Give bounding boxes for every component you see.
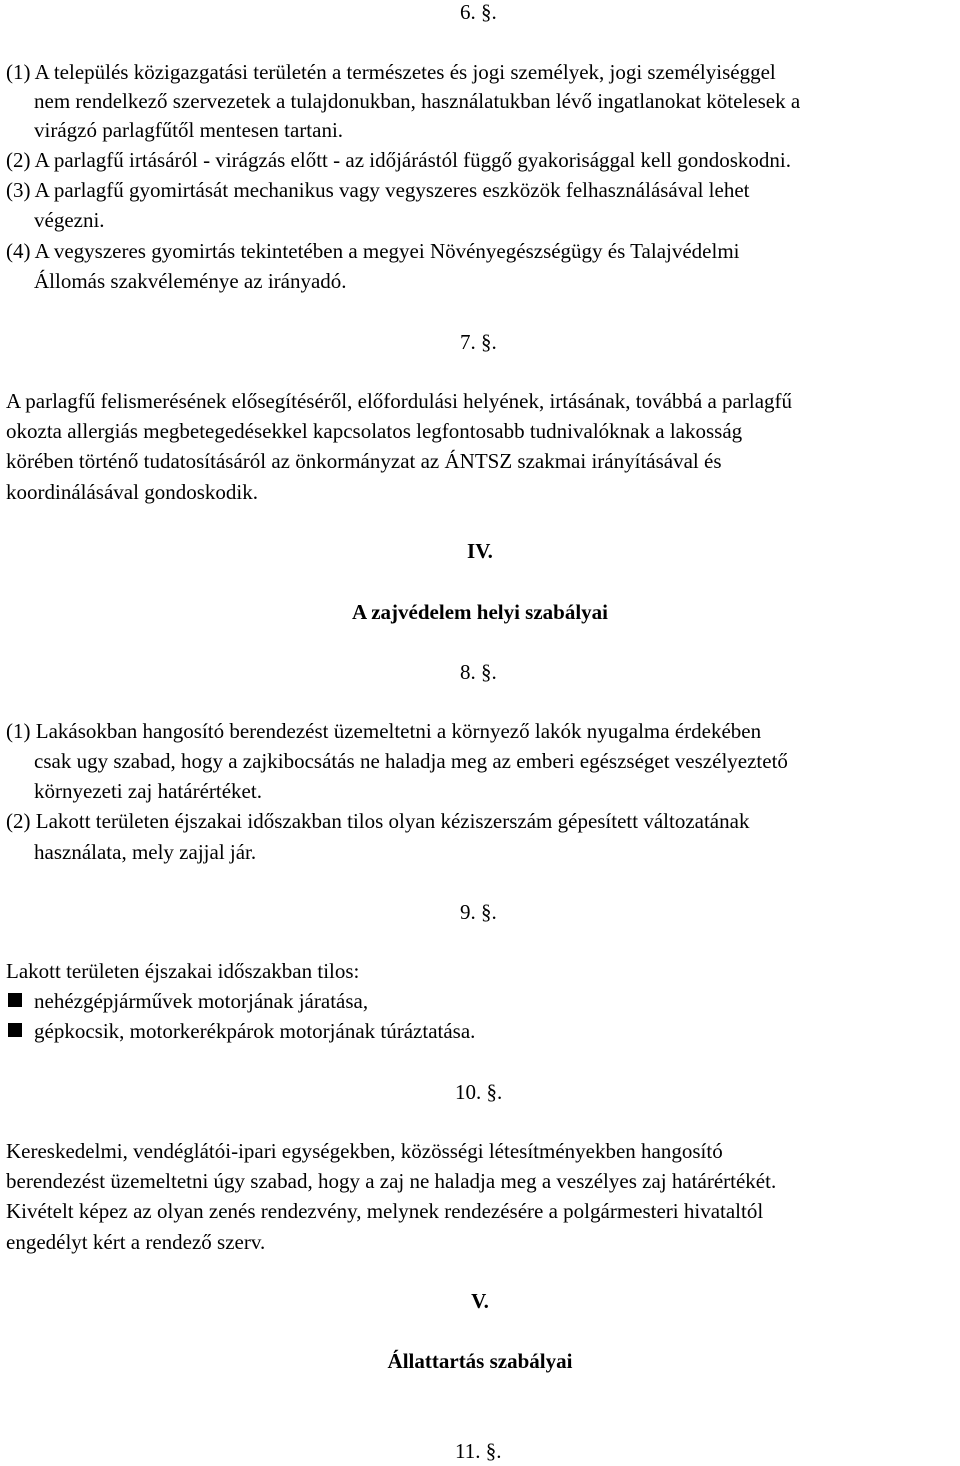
- paragraph-6-line-8: Állomás szakvéleménye az irányadó.: [34, 269, 347, 293]
- section-heading-6: 6. §.: [460, 0, 497, 24]
- paragraph-6-line-3: virágzó parlagfűtől mentesen tartani.: [34, 118, 344, 142]
- paragraph-6-line-1: (1) A település közigazgatási területén a természetes és jogi személyek, jogi személyiséggel: [6, 60, 776, 84]
- paragraph-8-line-2: csak ugy szabad, hogy a zajkibocsátás ne haladja meg az emberi egészséget veszélyeztető: [34, 749, 788, 773]
- section-heading-10: 10. §.: [455, 1080, 503, 1104]
- section-heading-9: 9. §.: [460, 900, 497, 924]
- paragraph-6-line-4: (2) A parlagfű irtásáról - virágzás előtt - az időjárástól függő gyakorisággal kell gondoskodni.: [6, 148, 791, 172]
- list-item: gépkocsik, motorkerékpárok motorjának túráztatása.: [34, 1019, 476, 1043]
- paragraph-10-line-3: Kivételt képez az olyan zenés rendezvény, melynek rendezésére a polgármesteri hivataltól: [6, 1199, 764, 1223]
- paragraph-6-line-7: (4) A vegyszeres gyomirtás tekintetében a megyei Növényegészségügy és Talajvédelmi: [6, 239, 740, 263]
- paragraph-10-line-2: berendezést üzemeltetni úgy szabad, hogy a zaj ne haladja meg a veszélyes zaj határértékét.: [6, 1169, 777, 1193]
- paragraph-10-line-1: Kereskedelmi, vendéglátói-ipari egységekben, közösségi létesítményekben hangosító: [6, 1139, 723, 1163]
- chapter-4-number: IV.: [467, 539, 493, 563]
- chapter-5-title: Állattartás szabályai: [387, 1349, 573, 1373]
- paragraph-6-line-2: nem rendelkező szervezetek a tulajdonukban, használatukban lévő ingatlanokat kötelesek a: [34, 89, 801, 113]
- square-bullet-icon: [8, 993, 22, 1007]
- chapter-4-title: A zajvédelem helyi szabályai: [351, 600, 609, 624]
- chapter-5-number: V.: [471, 1289, 489, 1313]
- section-heading-8: 8. §.: [460, 660, 497, 684]
- paragraph-7-line-1: A parlagfű felismerésének elősegítéséről, előfordulási helyének, irtásának, továbbá a parlagfű: [6, 389, 793, 413]
- paragraph-7-line-4: koordinálásával gondoskodik.: [6, 480, 258, 504]
- paragraph-8-line-4: (2) Lakott területen éjszakai időszakban tilos olyan kéziszerszám gépesített változatának: [6, 809, 750, 833]
- paragraph-8-line-3: környezeti zaj határértéket.: [34, 779, 262, 803]
- paragraph-6-line-6: végezni.: [34, 208, 105, 232]
- paragraph-8-line-5: használata, mely zajjal jár.: [34, 840, 257, 864]
- paragraph-7-line-2: okozta allergiás megbetegedésekkel kapcsolatos legfontosabb tudnivalóknak a lakosság: [6, 419, 743, 443]
- list-item: nehézgépjárművek motorjának járatása,: [34, 989, 369, 1013]
- paragraph-6-line-5: (3) A parlagfű gyomirtását mechanikus vagy vegyszeres eszközök felhasználásával lehet: [6, 178, 750, 202]
- paragraph-8-line-1: (1) Lakásokban hangosító berendezést üzemeltetni a környező lakók nyugalma érdekében: [6, 719, 762, 743]
- paragraph-7-line-3: körében történő tudatosításáról az önkormányzat az ÁNTSZ szakmai irányításával és: [6, 449, 722, 473]
- paragraph-9-intro: Lakott területen éjszakai időszakban tilos:: [6, 959, 360, 983]
- section-heading-11: 11. §.: [455, 1439, 502, 1463]
- paragraph-10-line-4: engedélyt kért a rendező szerv.: [6, 1230, 266, 1254]
- section-heading-7: 7. §.: [460, 330, 497, 354]
- square-bullet-icon: [8, 1023, 22, 1037]
